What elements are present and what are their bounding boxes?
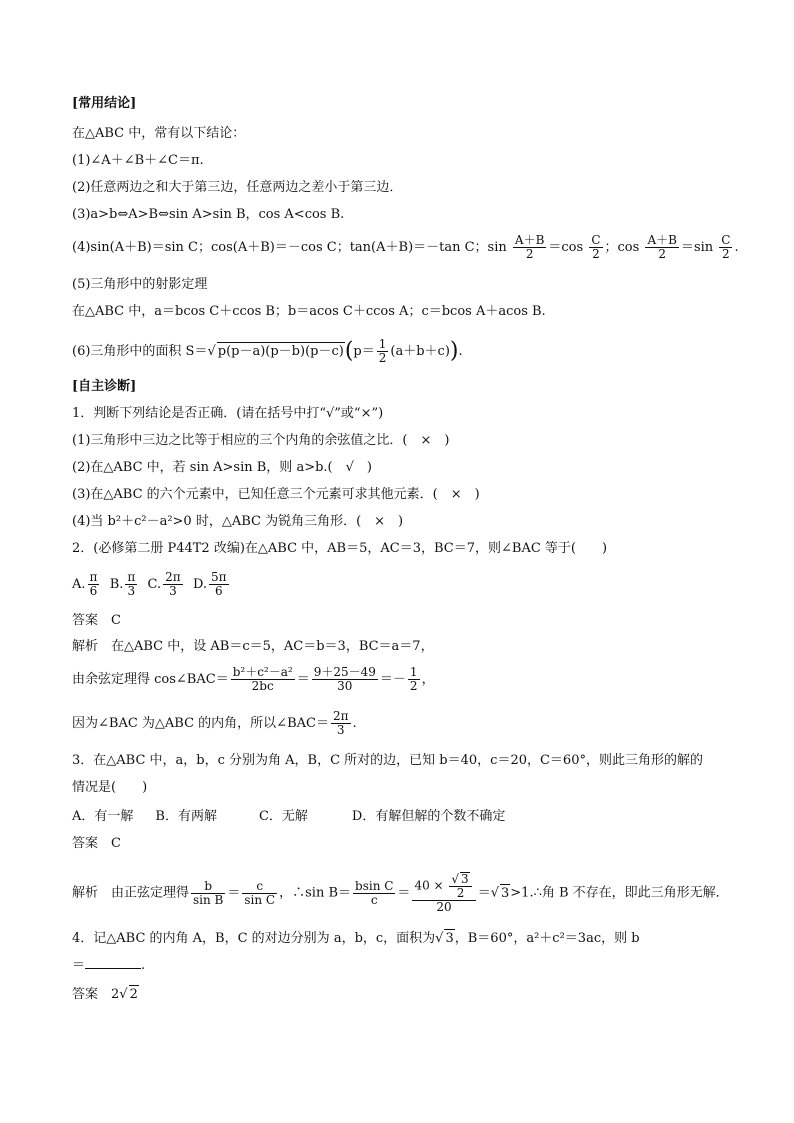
fraction: $\frac{2\pi}{3}$ [332, 709, 349, 737]
intro-text: 在△ABC 中，常有以下结论： [72, 126, 246, 141]
answer-3: 答案 C [72, 836, 121, 851]
conclusion-4: (4)sin(A＋B)＝sin C；cos(A＋B)＝－cos C；tan(A＋B)＝－tan C；sin $\frac{A+B}{2}$ ＝cos $\frac{C}{2}$ ；cos $\frac{A+B}{2}$ ＝sin $\frac{C}{2}$ . [72, 233, 739, 261]
fraction: $\frac{C}{2}$ [591, 233, 601, 261]
fraction: $\frac{\text{b²＋c²－a²}}{2bc}$ [232, 665, 293, 693]
projection-theorem: 在△ABC 中，a＝bcos C＋ccos B；b＝acos C＋ccos A；c＝bcos A＋acos B. [72, 304, 546, 319]
question-1-item-1: (1)三角形中三边之比等于相应的三个内角的余弦值之比．( × ) [72, 433, 450, 448]
fraction: $\frac{A+B}{2}$ [647, 233, 677, 261]
solution-2-line-2: 由余弦定理得 cos∠BAC＝ $\frac{\text{b²＋c²－a²}}{2bc}$ ＝ $\frac{9+25-49}{30}$ ＝－ $\frac{1}{2}$ ， [72, 665, 435, 693]
solution-2-line-1: 解析 在△ABC 中，设 AB＝c＝5，AC＝b＝3，BC＝a＝7， [72, 639, 434, 654]
question-4-line-2: ＝ . [72, 958, 146, 973]
fraction: $\frac{b}{\text{sin B}}$ [193, 878, 224, 907]
sqrt-expression: 2 [129, 987, 138, 1002]
question-1-item-2: (2)在△ABC 中，若 sin A>sin B，则 a>b.( √ ) [72, 460, 372, 475]
fraction: $\frac{\pi}{6}$ [89, 570, 98, 598]
answer-2: 答案 C [72, 613, 121, 628]
question-1: 1．判断下列结论是否正确．(请在括号中打“√”或“×”) [72, 406, 384, 421]
answer-4: 答案 2√ 2 [72, 987, 138, 1002]
fraction: $\frac{c}{\text{sin C}}$ [244, 878, 276, 907]
conclusion-5: (5)三角形中的射影定理 [72, 277, 208, 292]
question-1-item-3: (3)在△ABC 的六个元素中，已知任意三个元素可求其他元素．( × ) [72, 487, 480, 502]
question-3-line-1: 3．在△ABC 中，a，b，c 分别为角 A，B，C 所对的边，已知 b＝40，c＝20，C＝60°，则此三角形的解的 [72, 753, 703, 768]
section-heading-self-diagnosis: [自主诊断] [72, 379, 137, 394]
question-2: 2．(必修第二册 P44T2 改编)在△ABC 中，AB＝5，AC＝3，BC＝7，则∠BAC 等于( ) [72, 541, 608, 556]
nested-fraction: 40 × $\frac{√ 3}{2}$ 20 [412, 872, 475, 914]
question-2-options: A. $\frac{\pi}{6}$ B. $\frac{\pi}{3}$ C. $\frac{2\pi}{3}$ D. $\frac{5\pi}{6}$ [72, 570, 227, 598]
fraction: $\frac{\pi}{3}$ [127, 570, 136, 598]
sqrt-expression: p(p－a)(p－b)(p－c) [217, 344, 344, 359]
conclusion-6-area: (6)三角形中的面积 S＝√ p(p－a)(p－b)(p－c)(p＝ $\frac{1}{2}$ (a＋b＋c)). [72, 337, 463, 365]
conclusion-1: (1)∠A＋∠B＋∠C＝π. [72, 153, 204, 168]
fraction: $\frac{1}{2}$ [378, 337, 387, 365]
fraction: $\frac{5\pi}{6}$ [211, 570, 227, 598]
section-heading-common-conclusions: [常用结论] [72, 96, 137, 111]
conclusion-2: (2)任意两边之和大于第三边，任意两边之差小于第三边． [72, 180, 403, 195]
fraction: $\frac{2\pi}{3}$ [165, 570, 181, 598]
sqrt-expression: 3 [445, 931, 454, 946]
c4-main: (4)sin(A＋B)＝sin C；cos(A＋B)＝－cos C；tan(A＋B)＝－tan C；sin [72, 240, 507, 255]
fraction: $\frac{\text{bsin C}}{c}$ [355, 878, 394, 907]
fraction: $\frac{C}{2}$ [721, 233, 731, 261]
question-3-line-2: 情况是( ) [72, 780, 148, 795]
solution-3: 解析 由正弦定理得 $\frac{b}{\text{sin B}}$ ＝ $\frac{c}{\text{sin C}}$ ，∴sin B＝ $\frac{\text{bsin C}}{c}$ ＝ 40 × $\frac{√ 3}{2}$ 20 ＝√ 3>1.∴角 B 不存在，即此三角形无解． [72, 872, 729, 914]
question-1-item-4: (4)当 b²＋c²－a²>0 时，△ABC 为锐角三角形．( × ) [72, 514, 404, 529]
fraction: $\frac{A+B}{2}$ [514, 233, 545, 261]
sqrt-expression: 3 [501, 885, 510, 901]
solution-2-line-3: 因为∠BAC 为△ABC 的内角，所以∠BAC＝ $\frac{2\pi}{3}$ . [72, 709, 357, 737]
fraction: $\frac{9+25-49}{30}$ [313, 665, 376, 693]
answer-blank [85, 956, 141, 969]
fraction: $\frac{1}{2}$ [409, 665, 418, 693]
conclusion-3: (3)a>b⇔A>B⇔sin A>sin B，cos A<cos B. [72, 207, 345, 222]
question-3-options: A．有一解 B．有两解 C．无解 D．有解但解的个数不确定 [72, 809, 506, 824]
question-4-line-1: 4．记△ABC 的内角 A，B，C 的对边分别为 a，b，c，面积为√ 3，B＝60°，a²＋c²＝3ac，则 b [72, 931, 640, 946]
